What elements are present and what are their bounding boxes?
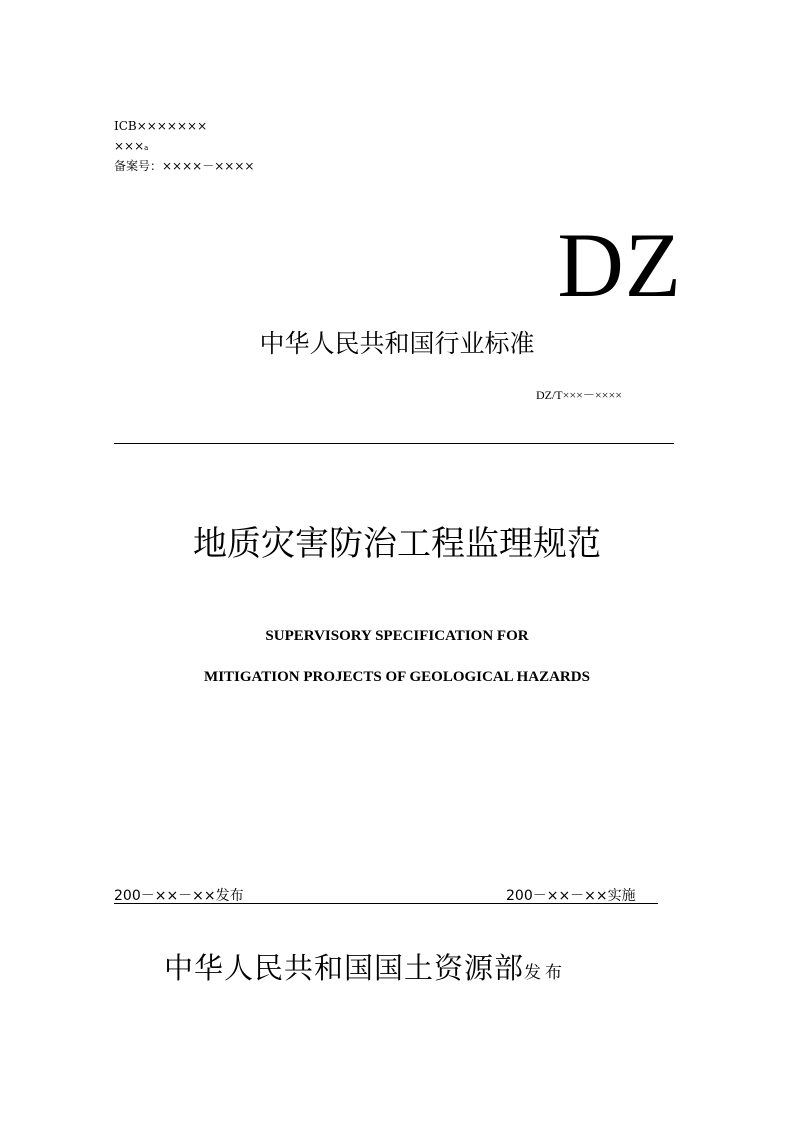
document-title-chinese: 地质灾害防治工程监理规范	[193, 524, 601, 564]
filing-number: 备案号：××××－××××	[114, 159, 255, 173]
bottom-divider	[114, 903, 658, 904]
implementation-date: 200－××－××实施	[506, 888, 636, 904]
publisher-action: 发布	[524, 963, 567, 983]
standard-type-heading	[0, 327, 794, 361]
top-divider	[114, 443, 674, 444]
document-title-english-line1: SUPERVISORY SPECIFICATION FOR	[265, 628, 529, 644]
publisher-line	[164, 948, 566, 993]
icb-code: ICB×××××××	[114, 119, 208, 133]
issue-date: 200－××－××发布	[114, 888, 244, 904]
language-code-superscript: a	[144, 144, 149, 152]
language-code	[114, 138, 148, 154]
dz-standard-mark: DZ	[557, 214, 682, 316]
language-code-text: ×××	[114, 139, 145, 153]
standard-type-text: 中华人民共和国行业标准	[259, 329, 535, 358]
standard-number: DZ/T×××－××××	[535, 388, 622, 402]
publisher-name: 中华人民共和国国土资源部	[164, 951, 525, 985]
document-title-english-line2: MITIGATION PROJECTS OF GEOLOGICAL HAZARDS	[204, 669, 590, 685]
